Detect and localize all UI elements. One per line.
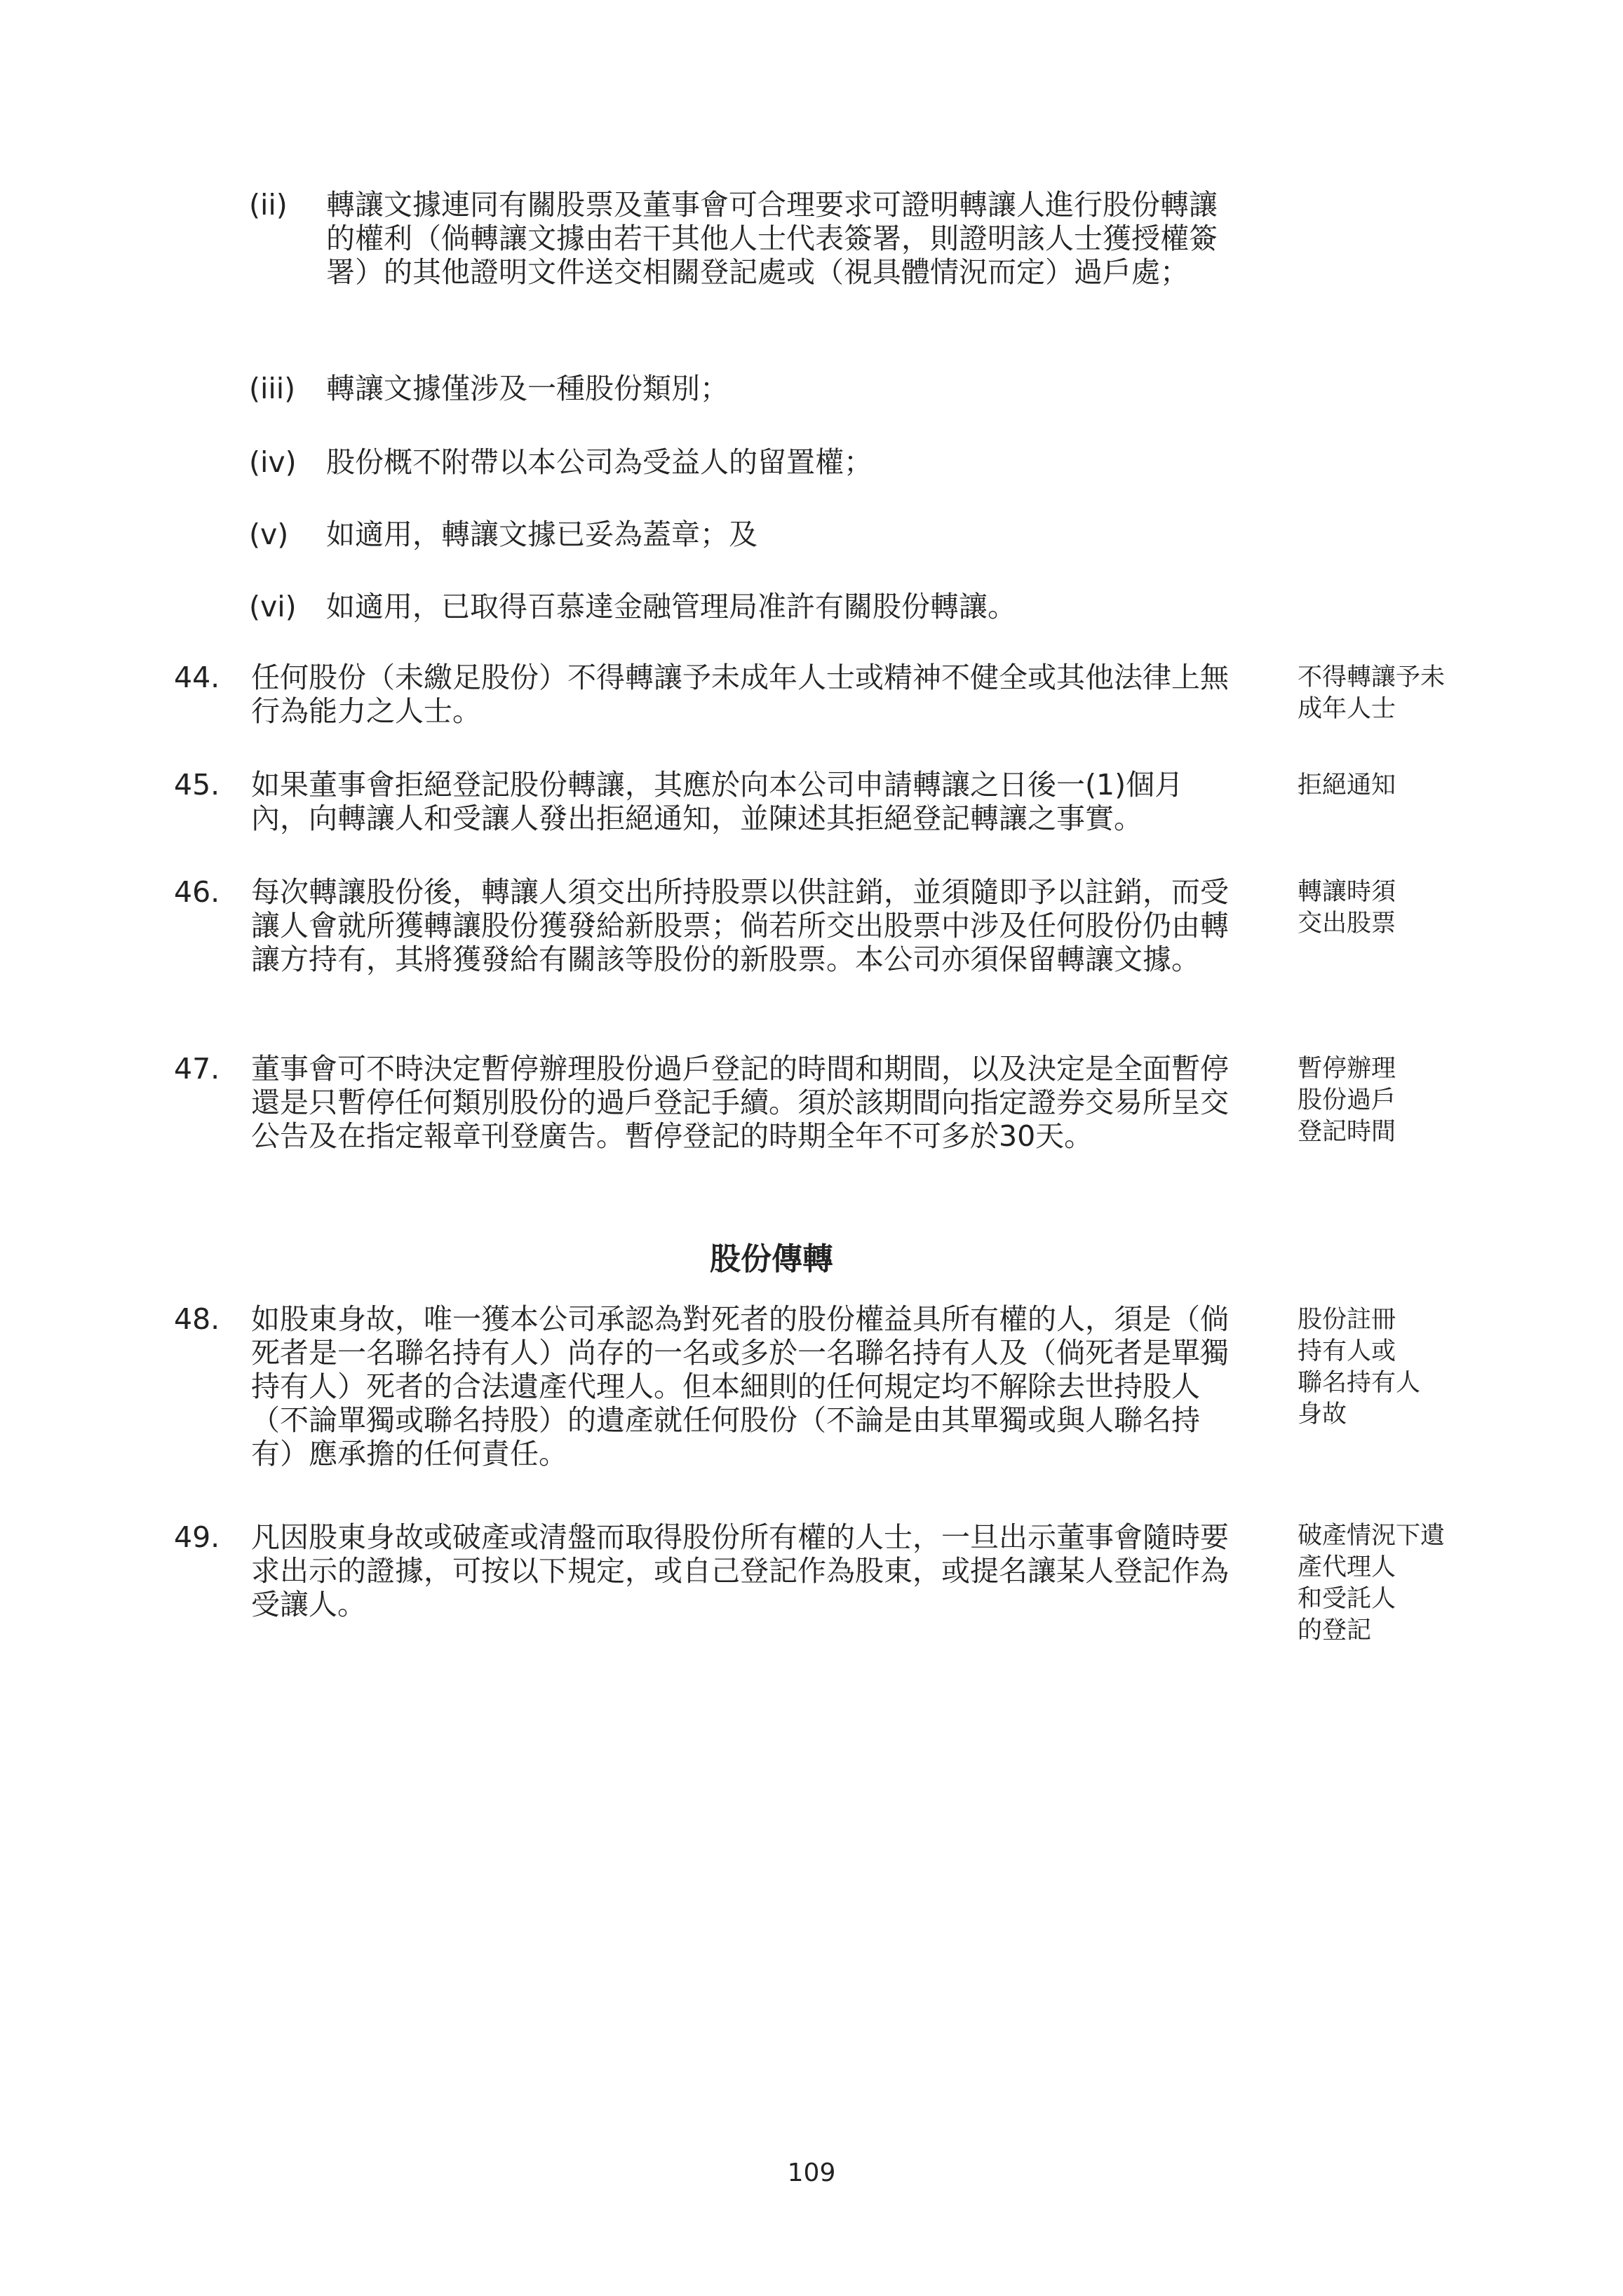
section-heading: 股份傳轉 <box>710 1241 833 1277</box>
margin-note-44: 不得轉讓予未 成年人士 <box>1298 663 1446 723</box>
sub-item-number: (iii) <box>249 372 296 405</box>
margin-note-47: 暫停辦理 股份過戶 登記時間 <box>1298 1055 1396 1146</box>
margin-note-45: 拒絕通知 <box>1298 771 1396 799</box>
clause-text: 每次轉讓股份後，轉讓人須交出所持股票以供註銷，並須隨即予以註銷，而受讓人會就所獲轉讓股份獲發給新股票；倘若所交出股票中涉及任何股份仍由轉讓方持有，其將獲發給有關該等股份的新股票。本公司亦須保留轉讓文據。 <box>251 875 1229 976</box>
sub-item-text: 股份概不附帶以本公司為受益人的留置權； <box>326 445 873 479</box>
sub-item-text: 轉讓文據連同有關股票及董事會可合理要求可證明轉讓人進行股份轉讓的權利（倘轉讓文據由若干其他人士代表簽署，則證明該人士獲授權簽署）的其他證明文件送交相關登記處或（視具體情況而定）過戶處； <box>326 188 1218 289</box>
sub-item-number: (v) <box>249 518 289 551</box>
clause-number: 46. <box>174 875 220 909</box>
clause-number: 48. <box>174 1302 220 1336</box>
sub-item-text: 轉讓文據僅涉及一種股份類別； <box>326 372 729 405</box>
sub-item-text: 如適用，轉讓文據已妥為蓋章；及 <box>326 518 757 551</box>
clause-text: 如股東身故，唯一獲本公司承認為對死者的股份權益具所有權的人，須是（倘死者是一名聯名持有人）尚存的一名或多於一名聯名持有人及（倘死者是單獨持有人）死者的合法遺產代理人。但本細則的任何規定均不解除去世持股人（不論單獨或聯名持股）的遺產就任何股份（不論是由其單獨或與人聯名持有）應承擔的任何責任。 <box>251 1302 1229 1471</box>
sub-item-number: (ii) <box>249 188 288 222</box>
margin-note-48: 股份註冊 持有人或 聯名持有人 身故 <box>1298 1306 1421 1429</box>
clause-number: 47. <box>174 1052 220 1086</box>
clause-text: 任何股份（未繳足股份）不得轉讓予未成年人士或精神不健全或其他法律上無行為能力之人士。 <box>251 661 1229 728</box>
margin-note-49: 破產情況下遺 產代理人 和受託人 的登記 <box>1298 1522 1446 1645</box>
clause-text: 董事會可不時決定暫停辦理股份過戶登記的時間和期間，以及決定是全面暫停還是只暫停任何類別股份的過戶登記手續。須於該期間向指定證券交易所呈交公告及在指定報章刊登廣告。暫停登記的時期全年不可多於30天。 <box>251 1052 1229 1153</box>
clause-number: 44. <box>174 661 220 694</box>
clause-number: 45. <box>174 768 220 802</box>
page-number: 109 <box>787 2159 836 2187</box>
sub-item-text: 如適用，已取得百慕達金融管理局准許有關股份轉讓。 <box>326 590 1016 623</box>
clause-text: 如果董事會拒絕登記股份轉讓，其應於向本公司申請轉讓之日後一(1)個月內，向轉讓人和受讓人發出拒絕通知，並陳述其拒絕登記轉讓之事實。 <box>251 768 1184 835</box>
sub-item-number: (vi) <box>249 590 297 623</box>
clause-number: 49. <box>174 1520 220 1554</box>
clause-text: 凡因股東身故或破產或清盤而取得股份所有權的人士，一旦出示董事會隨時要求出示的證據，可按以下規定，或自己登記作為股東，或提名讓某人登記作為受讓人。 <box>251 1520 1229 1621</box>
margin-note-46: 轉讓時須 交出股票 <box>1298 878 1396 938</box>
sub-item-number: (iv) <box>249 445 297 479</box>
